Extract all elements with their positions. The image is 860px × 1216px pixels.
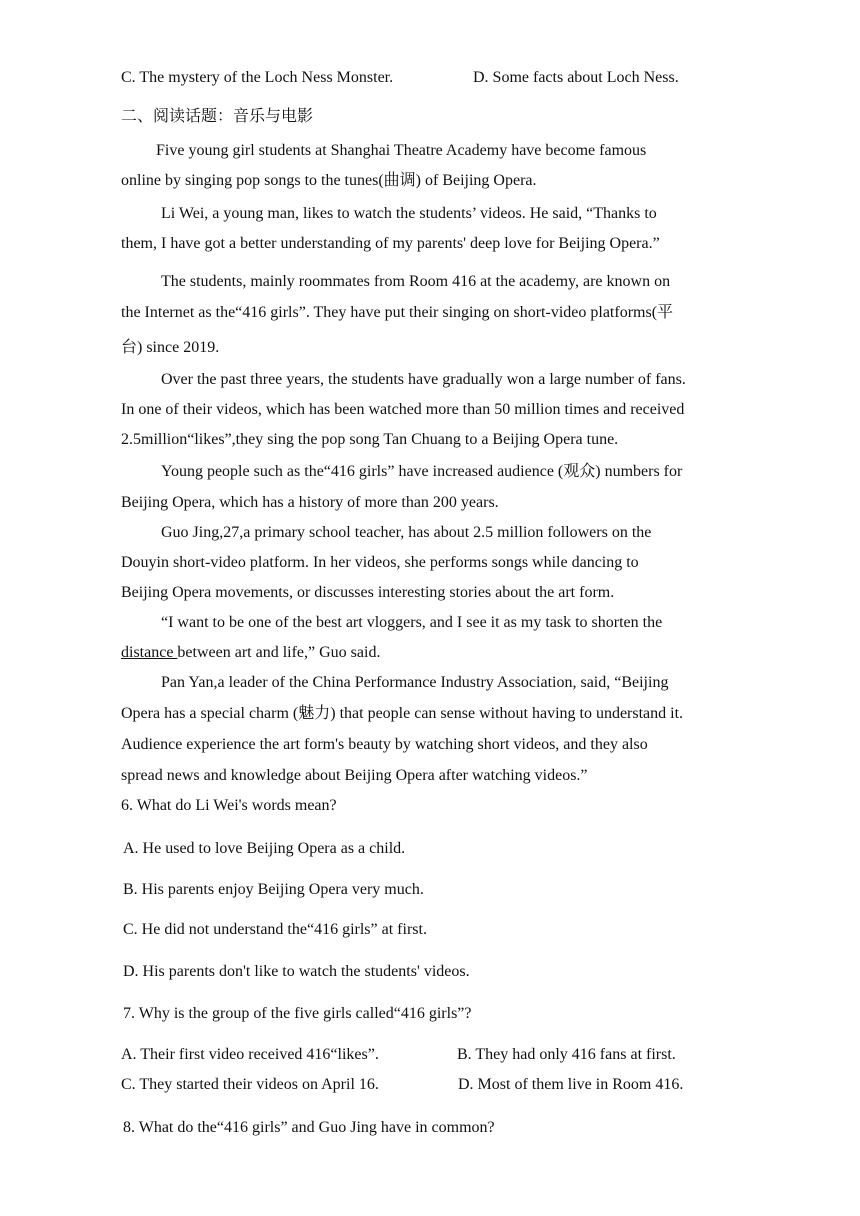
underlined-word-distance: distance xyxy=(121,644,178,661)
paragraph-3-line-3: 台) since 2019. xyxy=(121,339,220,356)
paragraph-5-line-1: Young people such as the“416 girls” have increased audience (观众) numbers for xyxy=(161,463,683,480)
section-title: 二、阅读话题：音乐与电影 xyxy=(121,108,314,125)
paragraph-1-line-1: Five young girl students at Shanghai Theatre Academy have become famous xyxy=(156,142,647,159)
paragraph-3-line-1: The students, mainly roommates from Room 416 at the academy, are known on xyxy=(161,273,671,290)
paragraph-7-line-2: distance between art and life,” Guo said. xyxy=(121,644,381,661)
paragraph-3-line-2: the Internet as the“416 girls”. They have put their singing on short-video platforms(平 xyxy=(121,304,674,321)
question-6-stem: 6. What do Li Wei's words mean? xyxy=(121,797,337,814)
paragraph-6-line-1: Guo Jing,27,a primary school teacher, has about 2.5 million followers on the xyxy=(161,524,652,541)
paragraph-2-line-2: them, I have got a better understanding of my parents' deep love for Beijing Opera.” xyxy=(121,235,660,252)
question-7-option-b: B. They had only 416 fans at first. xyxy=(457,1046,676,1063)
question-7-stem: 7. Why is the group of the five girls called“416 girls”? xyxy=(123,1005,472,1022)
question-6-option-a: A. He used to love Beijing Opera as a child. xyxy=(123,840,406,857)
paragraph-1-line-2: online by singing pop songs to the tunes(曲调) of Beijing Opera. xyxy=(121,172,537,189)
question-6-option-b: B. His parents enjoy Beijing Opera very much. xyxy=(123,881,424,898)
paragraph-4-line-3: 2.5million“likes”,they sing the pop song Tan Chuang to a Beijing Opera tune. xyxy=(121,431,619,448)
paragraph-6-line-2: Douyin short-video platform. In her videos, she performs songs while dancing to xyxy=(121,554,639,571)
question-6-option-c: C. He did not understand the“416 girls” at first. xyxy=(123,921,427,938)
paragraph-5-line-2: Beijing Opera, which has a history of more than 200 years. xyxy=(121,494,499,511)
paragraph-4-line-2: In one of their videos, which has been watched more than 50 million times and received xyxy=(121,401,685,418)
paragraph-8-line-1: Pan Yan,a leader of the China Performance Industry Association, said, “Beijing xyxy=(161,674,669,691)
question-8-stem: 8. What do the“416 girls” and Guo Jing have in common? xyxy=(123,1119,495,1136)
question-7-option-c: C. They started their videos on April 16. xyxy=(121,1076,379,1093)
paragraph-7-line-1: “I want to be one of the best art vloggers, and I see it as my task to shorten the xyxy=(161,614,663,631)
question-7-option-a: A. Their first video received 416“likes”. xyxy=(121,1046,379,1063)
paragraph-8-line-4: spread news and knowledge about Beijing Opera after watching videos.” xyxy=(121,767,588,784)
paragraph-8-line-3: Audience experience the art form's beauty by watching short videos, and they also xyxy=(121,736,648,753)
paragraph-8-line-2: Opera has a special charm (魅力) that people can sense without having to understand it. xyxy=(121,705,684,722)
paragraph-2-line-1: Li Wei, a young man, likes to watch the students’ videos. He said, “Thanks to xyxy=(161,205,657,222)
paragraph-4-line-1: Over the past three years, the students have gradually won a large number of fans. xyxy=(161,371,686,388)
option-c-prev: C. The mystery of the Loch Ness Monster. xyxy=(121,69,394,86)
option-d-prev: D. Some facts about Loch Ness. xyxy=(473,69,679,86)
paragraph-6-line-3: Beijing Opera movements, or discusses interesting stories about the art form. xyxy=(121,584,615,601)
question-6-option-d: D. His parents don't like to watch the students' videos. xyxy=(123,963,470,980)
question-7-option-d: D. Most of them live in Room 416. xyxy=(458,1076,684,1093)
